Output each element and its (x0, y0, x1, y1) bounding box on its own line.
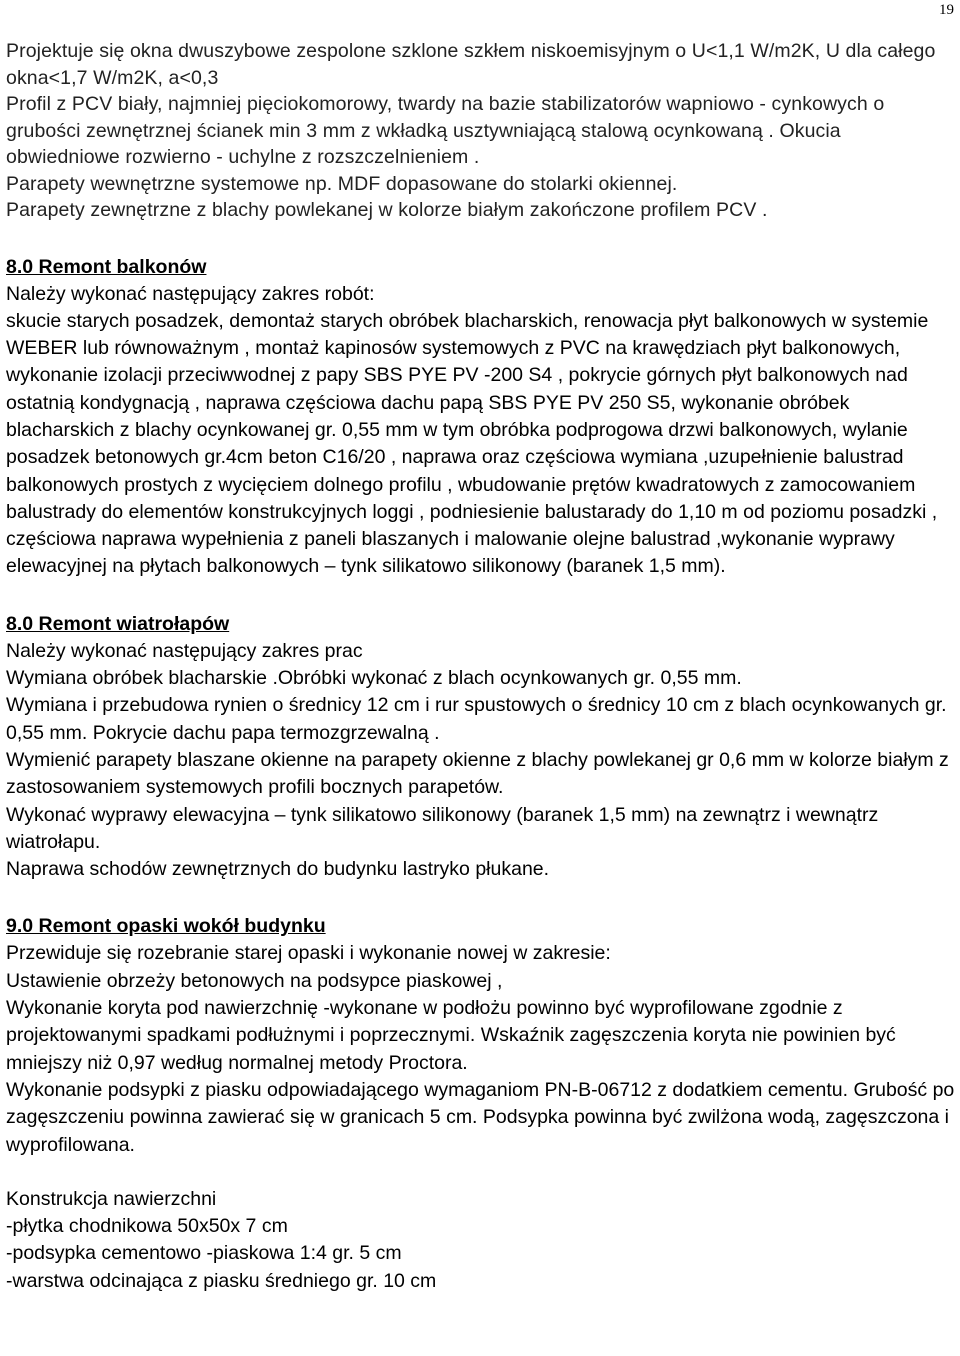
paragraph: Naprawa schodów zewnętrznych do budynku lastryko płukane. (6, 858, 550, 881)
section-heading: 8.0 Remont wiatrołapów (6, 612, 230, 635)
page-number: 19 (939, 2, 954, 18)
section-balconies (6, 254, 956, 581)
paragraph: Wykonanie koryta pod nawierzchnię -wykonane w podłożu powinno być wyprofilowane zgodnie z projektowanymi spadkami podłużnymi i poprzecznymi. Wskaźnik zagęszczenia koryta nie powinien być mniejszy niż 0,97 według normalnej metody Proctora. (6, 997, 896, 1074)
paragraph: Wymienić parapety blaszane okienne na parapety okienne z blachy powlekanej gr 0,6 mm w kolorze białym z zastosowaniem systemowych profili bocznych parapetów. (6, 748, 949, 799)
paragraph: Parapety zewnętrzne z blachy powlekanej w kolorze białym zakończone profilem PCV . (6, 199, 768, 221)
list-item: -płytka chodnikowa 50x50x 7 cm (6, 1215, 288, 1238)
paragraph: skucie starych posadzek, demontaż starych obróbek blacharskich, renowacja płyt balkonowych w systemie WEBER lub równoważnym , montaż kapinosów systemowych z PVC na krawędziach płyt balkonowych, wykonanie izolacji przeciwwodnej z papy SBS PYE PV -200 S4 , pokrycie górnych płyt balkonowych nad ostatnią kondygnacją , naprawa częściowa dachu papą SBS PYE PV 250 S5, wykonanie obróbek blacharskich z blachy ocynkowanej gr. 0,55 mm w tym obróbka podprogowa drzwi balkonowych, wylanie posadzek betonowych gr.4cm beton C16/20 , naprawa oraz częściowa wymiana ,uzupełnienie balustrad balkonowych prostych z wycięciem dolnego profilu , wbudowanie prętów kwadratowych z zamocowaniem balustrady do elementów konstrukcyjnych loggi , podniesienie balustarady do 1,10 m od poziomu posadzki , częściowa naprawa wypełnienia z paneli blaszanych i malowanie olejne balustrad ,wykonanie wyprawy elewacyjnej na płytach balkonowych – tynk silikatowo silikonowy (baranek 1,5 mm). (6, 309, 938, 578)
section-curb (6, 913, 956, 1295)
paragraph: Należy wykonać następujący zakres robót: (6, 282, 375, 305)
list-item: -warstwa odcinająca z piasku średniego gr. 10 cm (6, 1269, 437, 1292)
construction-title: Konstrukcja nawierzchni (6, 1187, 217, 1210)
paragraph: Wymiana i przebudowa rynien o średnicy 12 cm i rur spustowych o średnicy 10 cm z blach ocynkowanych gr. 0,55 mm. Pokrycie dachu papa termozgrzewalną . (6, 694, 947, 744)
paragraph: Profil z PCV biały, najmniej pięciokomorowy, twardy na bazie stabilizatorów wapniowo - cynkowych o grubości zewnętrznej ścianek min 3 mm z wkładką usztywniającą stalową ocynkowaną . Okucia obwiedniowe rozwierno - uchylne z rozszczelnieniem . (6, 93, 885, 168)
section-windbreaks (6, 611, 956, 884)
paragraph: Wymiana obróbek blacharskie .Obróbki wykonać z blach ocynkowanych gr. 0,55 mm. (6, 667, 742, 690)
section-heading: 8.0 Remont balkonów (6, 255, 207, 278)
paragraph: Parapety wewnętrzne systemowe np. MDF dopasowane do stolarki okiennej. (6, 172, 678, 195)
paragraph: Należy wykonać następujący zakres prac (6, 639, 363, 662)
list-item: -podsypka cementowo -piaskowa 1:4 gr. 5 cm (6, 1242, 402, 1265)
document-body (6, 38, 956, 1295)
paragraph: Wykonać wyprawy elewacyjna – tynk silikatowo silikonowy (baranek 1,5 mm) na zewnątrz i wewnątrz wiatrołapu. (6, 803, 879, 853)
paragraph: Wykonanie podsypki z piasku odpowiadającego wymaganiom PN-B-06712 z dodatkiem cementu. Grubość po zagęszczeniu powinna zawierać się w granicach 5 cm. Podsypka powinna być zwilżona wodą, zagęszczona i wyprofilowana. (6, 1078, 955, 1156)
paragraph: Projektuje się okna dwuszybowe zespolone szklone szkłem niskoemisyjnym o U<1,1 W/m2K, U dla całego okna<1,7 W/m2K, a<0,3 (6, 40, 936, 89)
paragraph: Ustawienie obrzeży betonowych na podsypce piaskowej , (6, 969, 503, 992)
section-heading: 9.0 Remont opaski wokół budynku (6, 915, 326, 938)
paragraph: Przewiduje się rozebranie starej opaski i wykonanie nowej w zakresie: (6, 942, 611, 965)
spacer (6, 1159, 956, 1186)
windows-spec-block (6, 38, 956, 224)
